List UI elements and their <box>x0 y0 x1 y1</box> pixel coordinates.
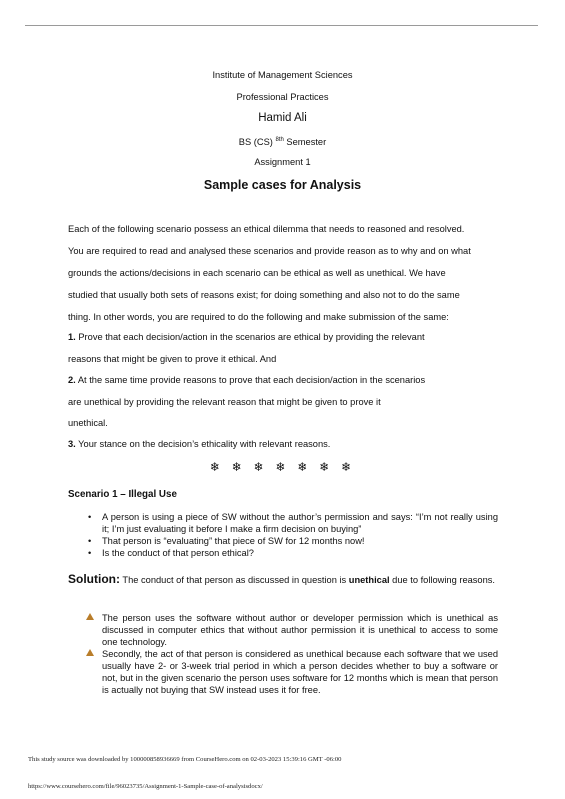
task-2-line: unethical. <box>68 418 108 428</box>
list-item: • A person is using a piece of SW without the author’s permission and says: “I’m not really using it; I’m just evaluating it before I make a firm decision on buying” <box>88 512 498 534</box>
verdict-emphasis: unethical <box>348 575 390 585</box>
intro-line: Each of the following scenario possess an ethical dilemma that needs to reasoned and resolved. <box>68 224 465 234</box>
intro-line: thing. In other words, you are required to do the following and make submission of the same: <box>68 312 449 322</box>
arrow-bullet-icon <box>86 649 94 656</box>
task-1-line: 1. Prove that each decision/action in the scenarios are ethical by providing the relevant <box>68 332 425 342</box>
solution-paragraph: Solution: The conduct of that person as discussed in question is unethical due to following reasons. <box>68 572 496 586</box>
source-url[interactable]: https://www.coursehero.com/file/96023735/Assignment-1-Sample-case-of-analysisdocx/ <box>28 783 263 790</box>
bullet-icon: • <box>88 548 92 558</box>
solution-label: Solution: <box>68 572 120 586</box>
student-name: Hamid Ali <box>258 112 307 124</box>
course-name: Professional Practices <box>236 92 329 102</box>
assignment-number: Assignment 1 <box>254 157 311 167</box>
arrow-bullet-icon <box>86 613 94 620</box>
scenario-1-bullets <box>88 511 498 559</box>
download-notice: This study source was downloaded by 100000858936669 from CourseHero.com on 02-03-2023 15:39:16 GMT -06:00 <box>28 756 342 763</box>
page-title: Sample cases for Analysis <box>203 178 362 192</box>
program-semester: BS (CS) $^{8th}$ Semester <box>238 137 327 147</box>
task-2-line: are unethical by providing the relevant reason that might be given to prove it <box>68 397 381 407</box>
semester-superscript: 8th <box>275 137 284 143</box>
snowflake-separator: ❄ ❄ ❄ ❄ ❄ ❄ ❄ <box>209 460 356 474</box>
list-item: Secondly, the act of that person is considered as unethical because each software that we used usually have 2- or 3-week trial period in which a person decides whether to buy a software or not, but in the given scenario the person uses software for 12 months which is mean that person is actually not buying that SW instead uses it for free. <box>86 648 498 696</box>
bullet-icon: • <box>88 512 92 522</box>
solution-points <box>86 612 498 696</box>
intro-line: You are required to read and analysed these scenarios and provide reason as to why and on what <box>68 246 471 256</box>
task-3-line: 3. Your stance on the decision’s ethicality with relevant reasons. <box>68 439 331 449</box>
task-2-line: 2. At the same time provide reasons to prove that each decision/action in the scenarios <box>68 375 426 385</box>
list-item: • Is the conduct of that person ethical? <box>88 548 254 558</box>
scenario-1-heading: Scenario 1 – Illegal Use <box>68 489 177 500</box>
institute-name: Institute of Management Sciences <box>212 70 353 80</box>
intro-line: grounds the actions/decisions in each scenario can be ethical as well as unethical. We have <box>68 268 446 278</box>
task-1-line: reasons that might be given to prove it ethical. And <box>68 354 277 364</box>
list-item: The person uses the software without author or developer permission which is unethical as discussed in computer ethics that without author permission it is unethical to access to some one technology. <box>86 612 498 648</box>
top-divider <box>25 25 538 26</box>
intro-line: studied that usually both sets of reasons exist; for doing something and also not to do the same <box>68 290 460 300</box>
bullet-icon: • <box>88 536 92 546</box>
list-item: • That person is “evaluating” that piece of SW for 12 months now! <box>88 536 365 546</box>
